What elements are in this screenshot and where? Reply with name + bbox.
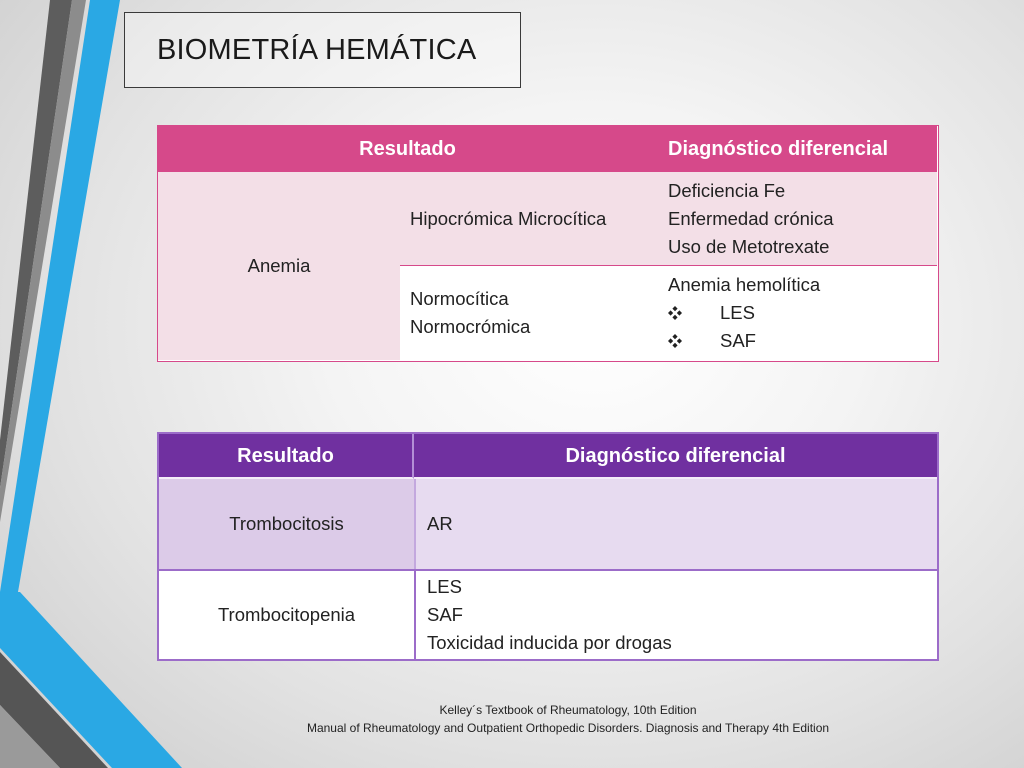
result-label: Trombocitopenia [217, 604, 356, 625]
page-title: BIOMETRÍA HEMÁTICA [157, 33, 477, 66]
diagnosis-lead: Anemia hemolítica [668, 274, 821, 295]
diamond-bullet-icon [668, 306, 682, 320]
table2-header-diagnosis: Diagnóstico diferencial [414, 434, 937, 479]
table1-row2-type-cell [400, 265, 657, 360]
table2-row1-result-cell [159, 479, 414, 569]
bullet-text: SAF [720, 330, 756, 351]
diagnosis-line: Uso de Metotrexate [668, 235, 830, 257]
reference-line: Kelley´s Textbook of Rheumatology, 10th Edition [439, 703, 697, 717]
diagnosis-line: LES [427, 576, 462, 597]
table1-row2-diagnosis-cell [657, 265, 937, 360]
bullet-item [668, 327, 937, 355]
diamond-bullet-icon [668, 334, 682, 348]
table1-header-result: Resultado [158, 126, 657, 172]
table1-category-cell [158, 172, 400, 360]
type-line: Normocrómica [410, 316, 531, 337]
platelet-table [157, 432, 939, 661]
diagnosis-line: Toxicidad inducida por drogas [427, 632, 672, 653]
bullet-item [668, 299, 937, 327]
table2-row2-result-cell [159, 569, 414, 659]
title-box [124, 12, 521, 88]
diagnosis-line: Deficiencia Fe [668, 179, 786, 201]
diagnosis-line: Enfermedad crónica [668, 207, 834, 229]
diagnosis-line: SAF [427, 604, 463, 625]
type-line: Hipocrómica Microcítica [410, 207, 607, 229]
references [268, 701, 868, 737]
type-line: Normocítica [410, 288, 509, 309]
table1-row1-diagnosis-cell [657, 172, 937, 265]
bullet-text: LES [720, 302, 755, 323]
table2-header-result: Resultado [159, 434, 414, 479]
table1-header-diagnosis: Diagnóstico diferencial [657, 126, 937, 172]
category-label: Anemia [247, 255, 311, 276]
table2-row2-diagnosis-cell [414, 569, 937, 659]
reference-line: Manual of Rheumatology and Outpatient Orthopedic Disorders. Diagnosis and Therapy 4th Edition [306, 721, 830, 735]
diagnosis-line: AR [427, 513, 453, 534]
result-label: Trombocitosis [229, 513, 344, 534]
anemia-table [157, 125, 939, 362]
table1-row1-type-cell [400, 172, 657, 265]
table2-row1-diagnosis-cell [414, 479, 937, 569]
